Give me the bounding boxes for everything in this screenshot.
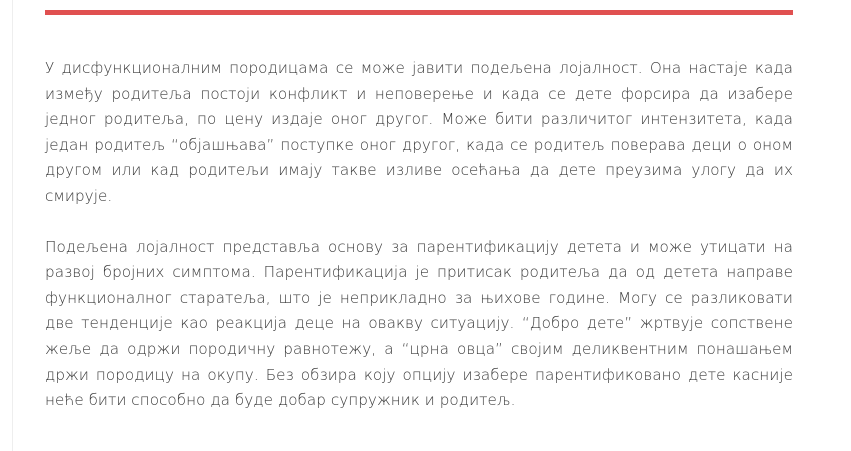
paragraph-parentification: Подељена лојалност представља основу за парентификацију детета и може утицати на развој бројних симптома. Парентификација је притисак родитеља да од детета направе функционалног старатеља, што је неприкладно за њихове године. Могу се разликовати две тенденције као реакција деце на овакву ситуацију. “Добро дете” жртвује сопствене жеље да одржи породичну равнотежу, а “црна овца” својим деликвентним понашањем држи породицу на окупу. Без обзира коју опцију изабере парентификовано дете касније неће бити способно да буде добар супружник и родитељ.: [45, 237, 793, 410]
paragraph-divided-loyalty: У дисфункционалним породицама се може јавити подељена лојалност. Она настаје када између родитеља постоји конфликт и неповерење и када се дете форсира да изабере једног родитеља, по цену издаје оног другог. Може бити различитог интензитета, када један родитељ “објашњава” поступке оног другог, када се родитељ поверава деци о оном другом или кад родитељи имају такве изливе осећања да дете преузима улогу да их смирује.: [45, 59, 793, 205]
left-border-line: [12, 0, 13, 451]
accent-divider-bar: [45, 10, 793, 15]
article-body: [45, 56, 793, 439]
